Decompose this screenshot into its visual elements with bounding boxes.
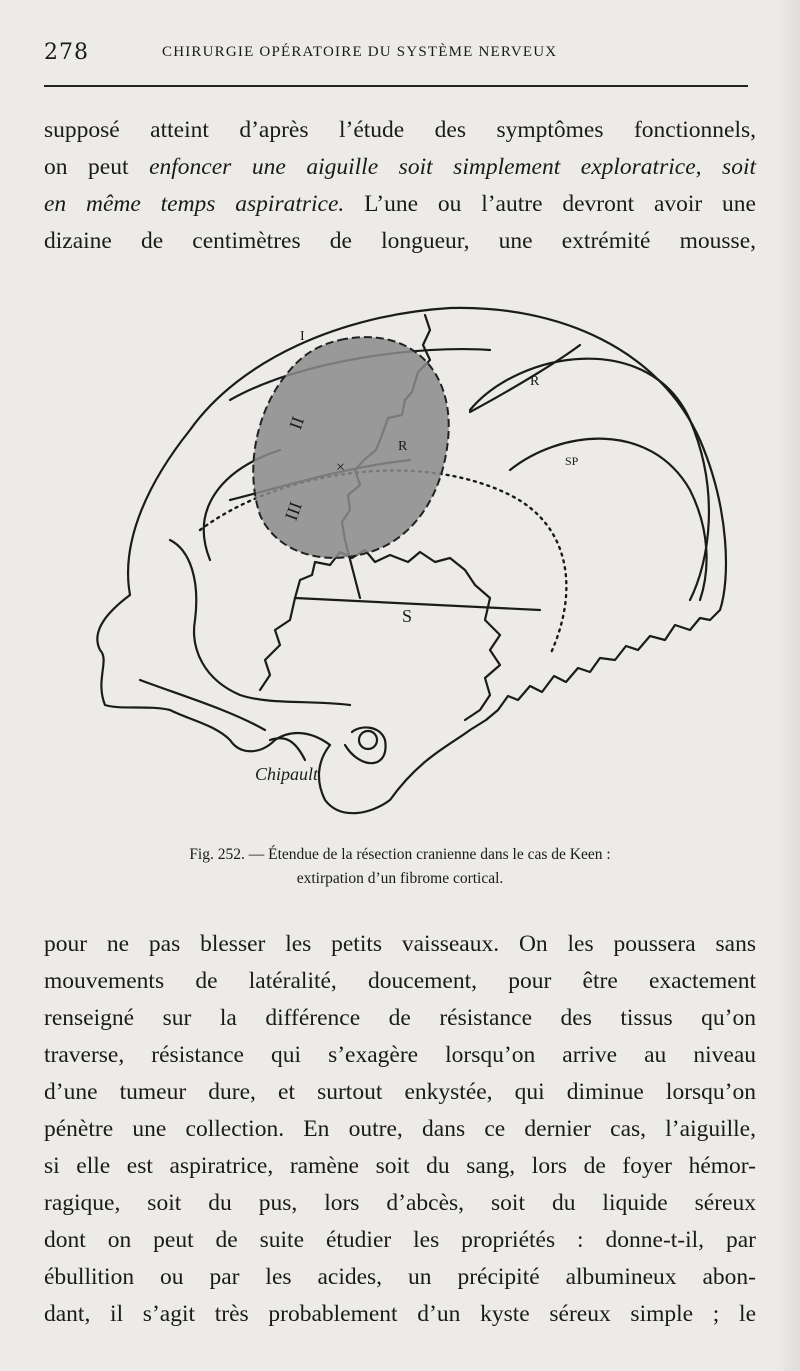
text-line: dant, il s’agit très probablement d’un kyste séreux simple ; le	[44, 1301, 756, 1327]
mastoid	[345, 727, 386, 763]
label-sp: SP	[565, 454, 579, 468]
caption-line: extirpation d’un fibrome cortical.	[296, 870, 504, 887]
paragraph-bottom	[44, 926, 756, 1333]
text-line: ragique, soit du pus, lors d’abcès, soit du liquide séreux	[44, 1190, 756, 1216]
running-head: CHIRURGIE OPÉRATOIRE DU SYSTÈME NERVEUX	[162, 44, 558, 60]
temporal-squama	[260, 598, 295, 690]
figure-caption	[100, 843, 700, 891]
text-line: renseigné sur la différence de résistance des tissus qu’on	[44, 1005, 756, 1031]
inner-occipital-arc	[510, 439, 707, 600]
resection-area	[253, 337, 448, 558]
text-line: dizaine de centimètres de longueur, une extrémité mousse,	[44, 228, 756, 254]
text-line: dont on peut de suite étudier les propriétés : donne-t-il, par	[44, 1227, 756, 1253]
artist-signature: Chipault	[255, 764, 319, 784]
paragraph-top	[44, 112, 756, 260]
italic-text: en même temps aspiratrice.	[44, 191, 345, 217]
scan-shadow	[776, 0, 800, 1371]
skull-figure	[90, 300, 740, 830]
text-line: supposé atteint d’après l’étude des symptômes fonctionnels,	[44, 117, 756, 143]
text-fragment: on peut	[44, 154, 150, 180]
label-one: I	[300, 329, 305, 344]
caption-line: Fig. 252. — Étendue de la résection cranienne dans le cas de Keen :	[189, 846, 611, 863]
condyle	[270, 738, 305, 760]
label-r-small: R	[398, 439, 408, 454]
page-number: 278	[44, 40, 89, 65]
text-line: traverse, résistance qui s’exagère lorsqu’on arrive au niveau	[44, 1042, 756, 1068]
text-line: mouvements de latéralité, doucement, pour être exactement	[44, 968, 756, 994]
lambdoid-arc	[470, 359, 709, 600]
text-line: si elle est aspiratrice, ramène soit du sang, lors de foyer hémor-	[44, 1153, 756, 1179]
text-line: pour ne pas blesser les petits vaisseaux. On les poussera sans	[44, 931, 756, 957]
text-line: ébullition ou par les acides, un précipité albumineux abon-	[44, 1264, 756, 1290]
line-r	[470, 345, 580, 412]
label-r: R	[530, 374, 540, 389]
label-s: S	[402, 606, 413, 626]
orbit-contour	[170, 540, 350, 705]
ear-canal	[359, 731, 377, 749]
text-line: d’une tumeur dure, et surtout enkystée, qui diminue lorsqu’on	[44, 1079, 756, 1105]
italic-text: enfoncer une aiguille soit simplement exploratrice, soit	[149, 154, 757, 180]
header-rule	[44, 85, 748, 87]
page-header	[44, 40, 748, 70]
text-line	[44, 186, 756, 223]
label-two: II	[285, 413, 309, 432]
label-x: ×	[336, 459, 346, 476]
text-line	[44, 149, 756, 186]
squamous-suture	[295, 550, 500, 720]
text-fragment: L’une ou l’autre devront avoir une	[344, 191, 756, 217]
label-three: III	[280, 499, 306, 523]
skull-illustration	[90, 300, 740, 830]
text-line: pénètre une collection. En outre, dans ce dernier cas, l’aiguille,	[44, 1116, 756, 1142]
line-s	[295, 598, 540, 610]
